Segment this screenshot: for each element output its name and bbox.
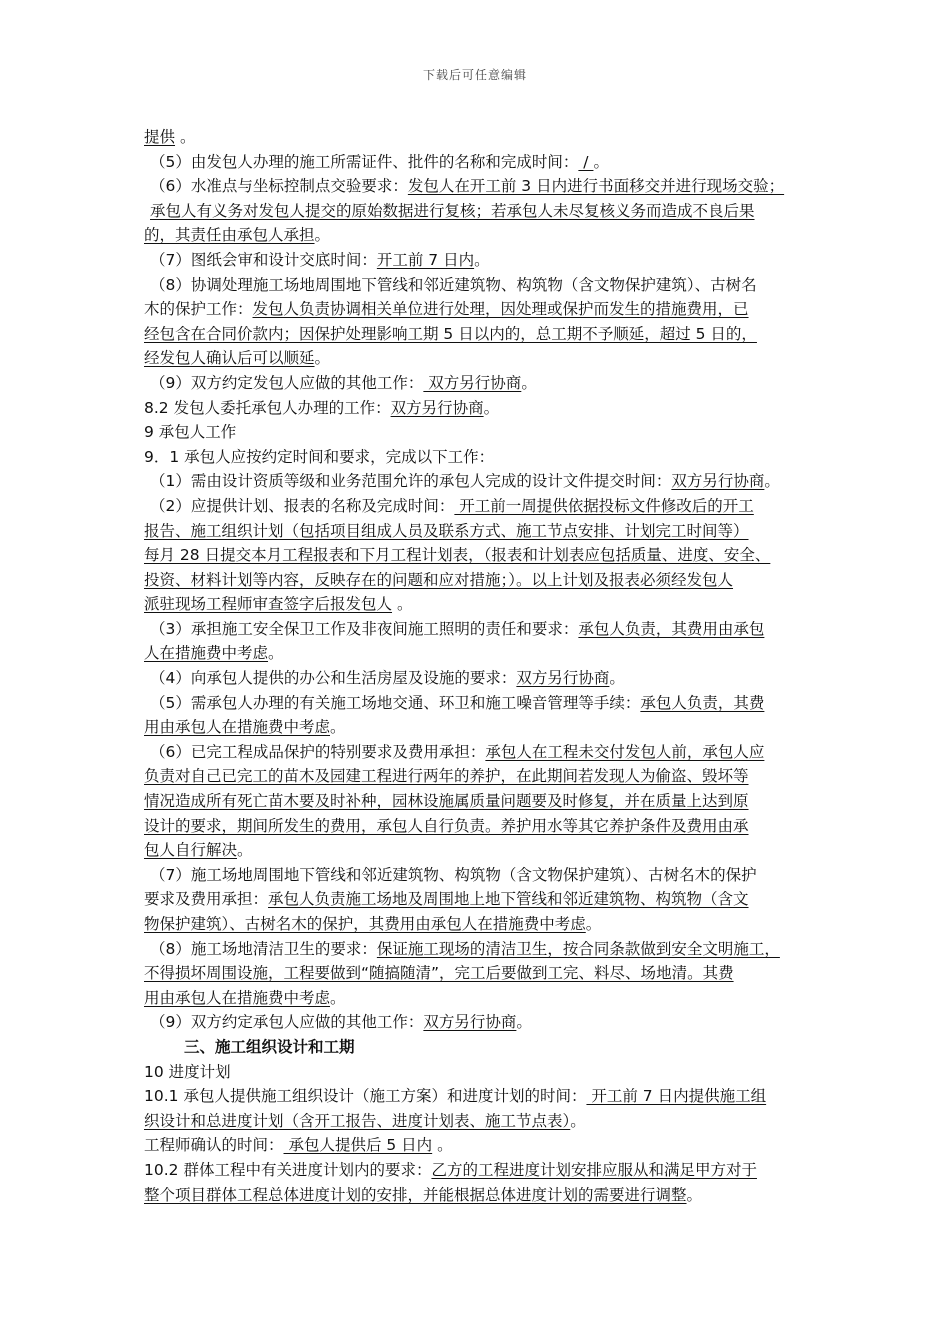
line-text: 。 [474, 250, 490, 269]
text-line [144, 125, 824, 150]
line-text: 8.2 发包人委托承包人办理的工作： [144, 398, 391, 417]
text-line [144, 322, 824, 347]
line-text: 。 [516, 1013, 532, 1032]
text-line [144, 715, 824, 740]
line-text: 10 进度计划 [144, 1062, 231, 1081]
text-line [144, 248, 824, 273]
line-text: （2）应提供计划、报表的名称及完成时间： [150, 496, 455, 515]
filled-field-text: 用由承包人在措施费中考虑 [144, 988, 331, 1007]
filled-field-text: 不得损坏周围设施，工程要做到“随搞随清”，完工后要做到工完、料尽、场地清。其费 [144, 964, 734, 983]
line-text: 。 [609, 669, 625, 688]
filled-field-text: 负责对自己已完工的苗木及园建工程进行两年的养护，在此期间若发现人为偷盗、毁坏等 [144, 767, 749, 786]
line-text: 。 [330, 988, 346, 1007]
filled-field-text: 情况造成所有死亡苗木要及时补种，园林设施属质量问题要及时修复，并在质量上达到原 [144, 792, 749, 811]
line-text: （3）承担施工安全保卫工作及非夜间施工照明的责任和要求： [150, 619, 579, 638]
line-text: （6）水准点与坐标控制点交验要求： [150, 177, 408, 196]
text-line [144, 617, 824, 642]
filled-field-text: 发包人负责协调相关单位进行处理，因处理或保护而发生的措施费用，已 [252, 300, 749, 319]
filled-field-text: 双方另行协商 [390, 398, 484, 417]
line-text: 。 [175, 128, 196, 146]
filled-field-text: 经发包人确认后可以顺延 [144, 349, 315, 368]
line-text: 。 [764, 472, 780, 491]
text-line [144, 519, 824, 544]
text-line [144, 937, 824, 962]
filled-field-text: 派驻现场工程师审查签字后报发包人 [144, 595, 393, 614]
text-line [144, 838, 824, 863]
text-line [144, 420, 824, 445]
line-text: 10.2 群体工程中有关进度计划内的要求： [144, 1160, 432, 1179]
line-text: 要求及费用承担： [144, 890, 269, 909]
line-text: 9 承包人工作 [144, 423, 237, 442]
line-text: 。 [570, 1111, 586, 1130]
text-line [144, 1010, 824, 1035]
text-line [144, 789, 824, 814]
text-line [144, 986, 824, 1011]
text-line [144, 691, 824, 716]
text-line [144, 1109, 824, 1134]
line-text: 。 [585, 915, 602, 933]
filled-field-text: 物保护建筑）、古树名木的保护，其费用由承包人在措施费中考虑 [144, 915, 586, 933]
line-text: （5）需承包人办理的有关施工场地交通、环卫和施工噪音管理等手续： [150, 693, 641, 712]
line-text: 10.1 承包人提供施工组织设计（施工方案）和进度计划的时间： [144, 1087, 587, 1106]
text-line [144, 1133, 824, 1158]
text-line [144, 1035, 824, 1060]
filled-field-text: 承包人提供后 5 日内 [283, 1136, 433, 1155]
filled-field-text: 人在措施费中考虑 [144, 644, 269, 663]
text-line [144, 1183, 824, 1208]
text-line [144, 543, 824, 568]
text-line [144, 346, 824, 371]
filled-field-text: 提供 [144, 128, 176, 146]
text-line [144, 469, 824, 494]
filled-field-text: 报告、施工组织计划（包括项目组成人员及联系方式、施工节点安排、计划完工时间等） [144, 521, 749, 540]
filled-field-text: 保证施工现场的清洁卫生，按合同条款做到安全文明施工， [376, 939, 780, 958]
text-line [144, 887, 824, 912]
text-line [144, 199, 824, 224]
line-text: （9）双方约定承包人应做的其他工作： [150, 1013, 424, 1032]
text-line [144, 764, 824, 789]
text-line [144, 273, 824, 298]
text-line [144, 961, 824, 986]
line-text: 。 [521, 373, 537, 392]
line-text: （7）图纸会审和设计交底时间： [150, 250, 377, 269]
filled-field-text: 的，其责任由承包人承担 [144, 226, 315, 245]
text-line [144, 150, 824, 175]
line-text: 。 [237, 841, 253, 860]
filled-field-text: 包人自行解决 [144, 841, 238, 860]
text-line [144, 740, 824, 765]
line-text: 。 [432, 1136, 453, 1155]
filled-field-text: 每月 28 日提交本月工程报表和下月工程计划表，（报表和计划表应包括质量、进度、安全、 [144, 546, 771, 565]
line-text: 。 [314, 226, 331, 245]
text-line [144, 494, 824, 519]
line-text: 。 [593, 152, 609, 171]
filled-field-text: 织设计和总进度计划（含开工报告、进度计划表、施工节点表） [144, 1111, 571, 1130]
text-line [144, 297, 824, 322]
text-line [144, 1060, 824, 1085]
text-line [144, 814, 824, 839]
text-line [144, 641, 824, 666]
line-text: 。 [330, 718, 346, 737]
filled-field-text: 开工前 7 日内提供施工组 [586, 1087, 767, 1106]
filled-field-text: 承包人负责施工场地及周围地上地下管线和邻近建筑物、构筑物（含文 [268, 890, 749, 909]
filled-field-text: 投资、材料计划等内容，反映存在的问题和应对措施；）。以上计划及报表必须经发包人 [144, 570, 734, 589]
line-text: 工程师确认的时间： [144, 1136, 284, 1155]
filled-field-text: 用由承包人在措施费中考虑 [144, 718, 331, 737]
line-text: （6）已完工程成品保护的特别要求及费用承担： [150, 742, 486, 761]
filled-field-text: 承包人有义务对发包人提交的原始数据进行复核；若承包人未尽复核义务而造成不良后果 [150, 201, 755, 220]
text-line [144, 912, 824, 937]
line-text: （7）施工场地周围地下管线和邻近建筑物、构筑物（含文物保护建筑）、古树名木的保护 [150, 865, 757, 884]
filled-field-text: 承包人在工程未交付发包人前，承包人应 [485, 742, 765, 761]
line-text: 。 [392, 595, 413, 614]
text-line [144, 223, 824, 248]
filled-field-text: 乙方的工程进度计划安排应服从和满足甲方对于 [431, 1160, 757, 1179]
line-text: （9）双方约定发包人应做的其他工作： [150, 373, 424, 392]
filled-field-text: 双方另行协商 [423, 1013, 517, 1032]
line-text: 9．1 承包人应按约定时间和要求，完成以下工作： [144, 447, 495, 466]
line-text: 。 [314, 349, 331, 368]
page-header: 下载后可任意编辑 [422, 68, 527, 82]
text-line [144, 592, 824, 617]
filled-field-text: 双方另行协商 [671, 472, 765, 491]
filled-field-text: 双方另行协商 [423, 373, 522, 392]
text-line [144, 1158, 824, 1183]
text-line [144, 568, 824, 593]
text-line [144, 666, 824, 691]
filled-field-text: 开工前一周提供依据投标文件修改后的开工 [454, 496, 754, 515]
text-line [144, 863, 824, 888]
text-line [144, 174, 824, 199]
filled-field-text: 发包人在开工前 3 日内进行书面移交并进行现场交验； [407, 177, 785, 196]
text-line [144, 445, 824, 470]
text-line [144, 396, 824, 421]
filled-field-text: 承包人负责，其费用由承包 [578, 619, 765, 638]
text-line [144, 1084, 824, 1109]
line-text: （4）向承包人提供的办公和生活房屋及设施的要求： [150, 669, 517, 688]
section-heading: 三、施工组织设计和工期 [184, 1037, 355, 1056]
filled-field-text: 开工前 7 日内 [376, 250, 475, 269]
line-text: 。 [686, 1185, 703, 1204]
text-line [144, 371, 824, 396]
filled-field-text: 双方另行协商 [516, 669, 610, 688]
filled-field-text: 经包含在合同价款内；因保护处理影响工期 5 日以内的，总工期不予顺延，超过 5 日的， [144, 324, 757, 343]
filled-field-text: 整个项目群体工程总体进度计划的安排，并能根据总体进度计划的需要进行调整 [144, 1185, 687, 1204]
line-text: 。 [268, 644, 284, 663]
line-text: （5）由发包人办理的施工所需证件、批件的名称和完成时间： [150, 152, 579, 171]
filled-field-text: 设计的要求，期间所发生的费用，承包人自行负责。养护用水等其它养护条件及费用由承 [144, 816, 749, 835]
document-body [144, 125, 824, 1207]
filled-field-text: 承包人负责，其费 [640, 693, 765, 712]
line-text: （8）施工场地清洁卫生的要求： [150, 939, 377, 958]
line-text: （8）协调处理施工场地周围地下管线和邻近建筑物、构筑物（含文物保护建筑）、古树名 [150, 275, 757, 294]
line-text: （1）需由设计资质等级和业务范围允许的承包人完成的设计文件提交时间： [150, 472, 672, 491]
line-text: 木的保护工作： [144, 300, 253, 319]
line-text: 。 [483, 398, 500, 417]
filled-field-text: / [578, 152, 594, 171]
